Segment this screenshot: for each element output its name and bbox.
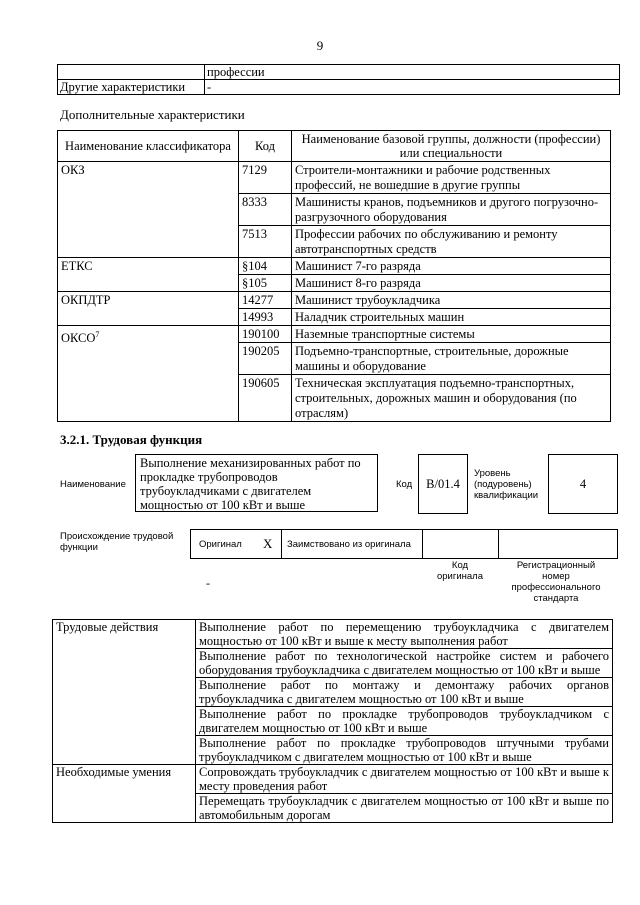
- classifier-code: 7129: [239, 162, 292, 194]
- function-code-box: B/01.4: [418, 454, 468, 514]
- header-title: Наименование базовой группы, должности (профессии) или специальности: [292, 131, 611, 162]
- classifier-name-text: ОКСО: [61, 331, 96, 346]
- classifier-title: Профессии рабочих по обслуживанию и ремонту автотранспортных средств: [292, 226, 611, 258]
- classifier-code: 7513: [239, 226, 292, 258]
- classifier-name: [58, 258, 239, 292]
- labor-actions-body: [53, 620, 613, 823]
- cell-value: -: [205, 80, 620, 95]
- classifier-name-text: ОКЗ: [61, 163, 85, 177]
- actions-label: Трудовые действия: [53, 620, 196, 765]
- code-original-label: Код оригинала: [436, 560, 483, 582]
- classifier-title: Подъемно-транспортные, строительные, дорожные машины и оборудование: [292, 343, 611, 375]
- required-skill: Перемещать трубоукладчик с двигателем мощностью от 100 кВт и выше по автомобильным дорогам: [196, 794, 613, 823]
- table-header-row: [58, 131, 611, 162]
- original-label: Оригинал: [199, 539, 242, 550]
- origin-label: Происхождение трудовой функции: [60, 531, 174, 553]
- table-row: [58, 258, 611, 275]
- labor-action: Выполнение работ по перемещению трубоукладчика с двигателем мощностью от 100 кВт и выше к месту выполнения работ: [196, 620, 613, 649]
- table-row: [53, 620, 613, 649]
- classifier-table-body: [58, 162, 611, 422]
- original-mark: X: [263, 536, 273, 551]
- cell-value: профессии: [205, 65, 620, 80]
- classifier-name: [58, 292, 239, 326]
- section-title: 3.2.1. Трудовая функция: [60, 432, 203, 447]
- classifier-code: 190605: [239, 375, 292, 422]
- classifier-title: Машинист трубоукладчика: [292, 292, 611, 309]
- divider: [498, 530, 499, 558]
- classifier-code: 8333: [239, 194, 292, 226]
- classifier-code: 14993: [239, 309, 292, 326]
- classifier-name: [58, 162, 239, 258]
- classifier-name-text: ЕТКС: [61, 259, 93, 273]
- classifier-code: 190100: [239, 326, 292, 343]
- reg-number-label: Регистрационный номер профессионального стандарта: [511, 560, 601, 604]
- classifier-code: 14277: [239, 292, 292, 309]
- table-row: [58, 80, 620, 95]
- classifier-title: Наладчик строительных машин: [292, 309, 611, 326]
- classifier-code: 190205: [239, 343, 292, 375]
- labor-action: Выполнение работ по прокладке трубопроводов штучными трубами трубоукладчиком с двигателем мощностью от 100 кВт и выше: [196, 736, 613, 765]
- additional-characteristics-title: Дополнительные характеристики: [60, 107, 245, 122]
- borrowed-label: Заимствовано из оригинала: [287, 539, 411, 550]
- header-code: Код: [239, 131, 292, 162]
- header-classifier: Наименование классификатора: [58, 131, 239, 162]
- footnote-mark: 7: [95, 330, 100, 339]
- table-row: [58, 326, 611, 343]
- qualification-level-box: 4: [548, 454, 618, 514]
- classifier-code: §104: [239, 258, 292, 275]
- classifier-table: [57, 130, 611, 422]
- origin-row: [190, 529, 618, 559]
- table-row: [58, 162, 611, 194]
- divider: [422, 530, 423, 558]
- classifier-title: Техническая эксплуатация подъемно-транспортных, строительных, дорожных машин и оборудования (по отраслям): [292, 375, 611, 422]
- origin-dash: -: [206, 576, 210, 590]
- labor-action: Выполнение работ по монтажу и демонтажу рабочих органов трубоукладчика с двигателем мощностью от 100 кВт и выше: [196, 678, 613, 707]
- divider: [281, 530, 282, 558]
- classifier-name: [58, 326, 239, 422]
- code-label: Код: [396, 479, 413, 490]
- classifier-title: Машинисты кранов, подъемников и другого погрузочно-разгрузочного оборудования: [292, 194, 611, 226]
- required-skill: Сопровождать трубоукладчик с двигателем мощностью от 100 кВт и выше к месту проведения работ: [196, 765, 613, 794]
- classifier-title: Строители-монтажники и рабочие родственных профессий, не вошедшие в другие группы: [292, 162, 611, 194]
- table-row: [58, 65, 620, 80]
- classifier-title: Машинист 7-го разряда: [292, 258, 611, 275]
- labor-actions-table: [52, 619, 613, 823]
- cell-label: Другие характеристики: [58, 80, 205, 95]
- classifier-code: §105: [239, 275, 292, 292]
- labor-action: Выполнение работ по прокладке трубопроводов трубоукладчиком с двигателем мощностью от 100 кВт и выше: [196, 707, 613, 736]
- classifier-name-text: ОКПДТР: [61, 293, 111, 307]
- table-row: [58, 292, 611, 309]
- classifier-title: Машинист 8-го разряда: [292, 275, 611, 292]
- other-characteristics-table: [57, 64, 620, 95]
- page-number: 9: [316, 38, 324, 53]
- classifier-title: Наземные транспортные системы: [292, 326, 611, 343]
- table-row: [53, 765, 613, 794]
- name-label: Наименование: [60, 479, 126, 490]
- function-name-box: Выполнение механизированных работ по прокладке трубопроводов трубоукладчиками с двигателем мощностью от 100 кВт и выше: [135, 454, 378, 512]
- skills-label: Необходимые умения: [53, 765, 196, 823]
- labor-action: Выполнение работ по технологической настройке систем и рабочего оборудования трубоукладчика с двигателем мощностью от 100 кВт и выше: [196, 649, 613, 678]
- level-label: Уровень (подуровень) квалификации: [474, 468, 539, 501]
